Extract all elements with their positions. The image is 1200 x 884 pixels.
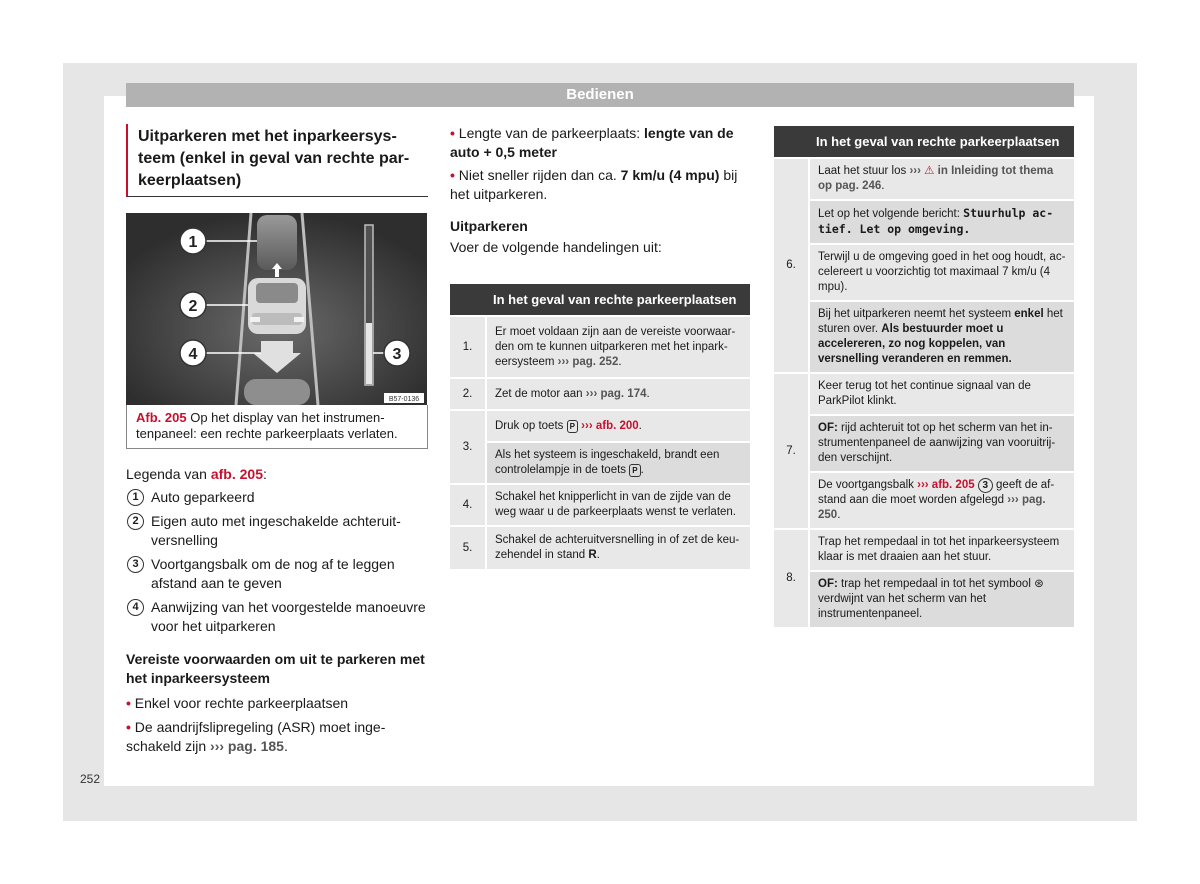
page-ref-link[interactable]: ››› pag. 250 xyxy=(818,494,1046,521)
legend-title: Legenda van afb. 205: xyxy=(126,466,267,482)
legend-item: 2 Eigen auto met ingeschakelde achteruitversnelling xyxy=(126,512,428,550)
callout-2 xyxy=(180,292,206,318)
table-row: OF: rijd achteruit tot op het scherm van het instrumentenpaneel de aanwijzing van vooruitrijden verschijnt. xyxy=(774,414,1074,471)
svg-text:3: 3 xyxy=(392,346,402,363)
subsection-heading: Uitparkeren xyxy=(450,218,528,234)
callout-3 xyxy=(384,340,410,366)
table-row: 7. Keer terug tot het continue signaal van de ParkPilot klinkt. xyxy=(774,372,1074,414)
conditions-list xyxy=(450,124,750,204)
table-row: 2. Zet de motor aan ››› pag. 174. xyxy=(450,377,750,409)
steering-symbol-icon: ⊛ xyxy=(1034,578,1044,590)
middle-column xyxy=(450,124,750,257)
figure-ref-link[interactable]: ››› afb. 200 xyxy=(581,419,639,432)
callout-1 xyxy=(180,228,206,254)
page-ref-link[interactable]: ››› pag. 185 xyxy=(210,738,284,754)
section-title: Uitparkeren met het inparkeersysteem (enkel in geval van rechte parkeerplaatsen) xyxy=(138,128,410,189)
legend-item: 3 Voortgangsbalk om de nog af te leggen afstand aan te geven xyxy=(126,555,428,593)
table-row: 8. Trap het rempedaal in tot het inparkeersysteem klaar is met draaien aan het stuur. xyxy=(774,528,1074,570)
intro-text: Voer de volgende handelingen uit: xyxy=(450,239,662,255)
requirement-item: • Enkel voor rechte parkeerplaatsen xyxy=(126,695,349,711)
table-row: OF: trap het rempedaal in tot het symbool ⊛ verdwijnt van het scherm van het instrumentenpaneel. xyxy=(774,570,1074,627)
title-block xyxy=(126,124,428,197)
callout-4 xyxy=(180,340,206,366)
svg-text:1: 1 xyxy=(188,234,198,251)
table-row: 4. Schakel het knipperlicht in van de zijde van de weg waar u de parkeerplaats wenst te verlaten. xyxy=(450,483,750,525)
svg-text:2: 2 xyxy=(188,298,198,315)
figure-code: B57-0136 xyxy=(388,396,420,403)
table-row: Bij het uitparkeren neemt het systeem enkel het sturen over. Als bestuurder moet u accelereren, zo nog koppelen, van versnelling veranderen en remmen. xyxy=(774,300,1074,372)
table-row: 3. Druk op toets P ››› afb. 200. xyxy=(450,409,750,441)
page-ref-link[interactable]: ››› pag. 174 xyxy=(585,387,647,400)
parking-display-illustration xyxy=(126,213,427,405)
condition-item: • Lengte van de parkeerplaats: lengte van de auto + 0,5 meter xyxy=(450,125,734,160)
figure-205 xyxy=(126,213,427,405)
svg-text:4: 4 xyxy=(188,346,198,363)
left-column xyxy=(126,124,428,761)
progress-bar xyxy=(365,225,373,385)
caption-label: Afb. 205 xyxy=(136,410,187,425)
steps-table-right xyxy=(774,126,1074,627)
table-row: 6. Laat het stuur los ››› ⚠ in Inleiding tot thema op pag. 246. xyxy=(774,157,1074,199)
requirements-heading: Vereiste voorwaarden om uit te parkeren met het inparkeersysteem xyxy=(126,651,425,686)
caption-text: Op het display van het instrumentenpaneel: een rechte parkeerplaats verlaten. xyxy=(136,410,398,441)
requirements-list xyxy=(126,694,428,756)
table-row: 5. Schakel de achteruitversnelling in of zet de keuzehendel in stand R. xyxy=(450,525,750,569)
legend-item: 4 Aanwijzing van het voorgestelde manoeuvre voor het uitparkeren xyxy=(126,598,428,636)
table-row: Terwijl u de omgeving goed in het oog houdt, accelereert u voorzichtig tot maximaal 7 km/u (4 mpu). xyxy=(774,243,1074,300)
page-ref-link[interactable]: ››› pag. 252 xyxy=(557,355,619,368)
table-row: Let op het volgende bericht: Stuurhulp actief. Let op omgeving. xyxy=(774,199,1074,243)
figure-ref-link[interactable]: ››› afb. 205 xyxy=(917,479,975,491)
table-header: In het geval van rechte parkeerplaatsen xyxy=(808,126,1074,157)
parking-key-icon: P xyxy=(629,464,640,477)
table-row: 1. Er moet voldaan zijn aan de vereiste voorwaarden om te kunnen uitparkeren met het inparkeersysteem ››› pag. 252. xyxy=(450,315,750,377)
table-row: De voortgangsbalk ››› afb. 205 3 geeft de afstand aan die moet worden afgelegd ››› pag. 250. xyxy=(774,471,1074,528)
figure-caption xyxy=(126,405,428,449)
legend-item: 1 Auto geparkeerd xyxy=(126,488,428,507)
legend-ref-link[interactable]: afb. 205 xyxy=(210,466,263,482)
steps-table-left xyxy=(450,284,750,569)
table-row: Als het systeem is ingeschakeld, brandt een controlelampje in de toets P . xyxy=(450,441,750,483)
table-header: In het geval van rechte parkeerplaatsen xyxy=(485,284,750,315)
section-header: Bedienen xyxy=(126,83,1074,107)
page-number: 252 xyxy=(80,772,101,786)
legend-list xyxy=(126,488,428,636)
page-ref-link[interactable]: in Inleiding tot thema op pag. 246 xyxy=(818,165,1054,192)
parked-car-shape xyxy=(257,215,297,270)
requirement-item: • De aandrijfslipregeling (ASR) moet ingeschakeld zijn ››› pag. 185. xyxy=(126,719,386,754)
condition-item: • Niet sneller rijden dan ca. 7 km/u (4 mpu) bij het uitparkeren. xyxy=(450,167,738,202)
parking-key-icon: P xyxy=(567,420,578,433)
warning-icon: ⚠ xyxy=(924,165,935,177)
